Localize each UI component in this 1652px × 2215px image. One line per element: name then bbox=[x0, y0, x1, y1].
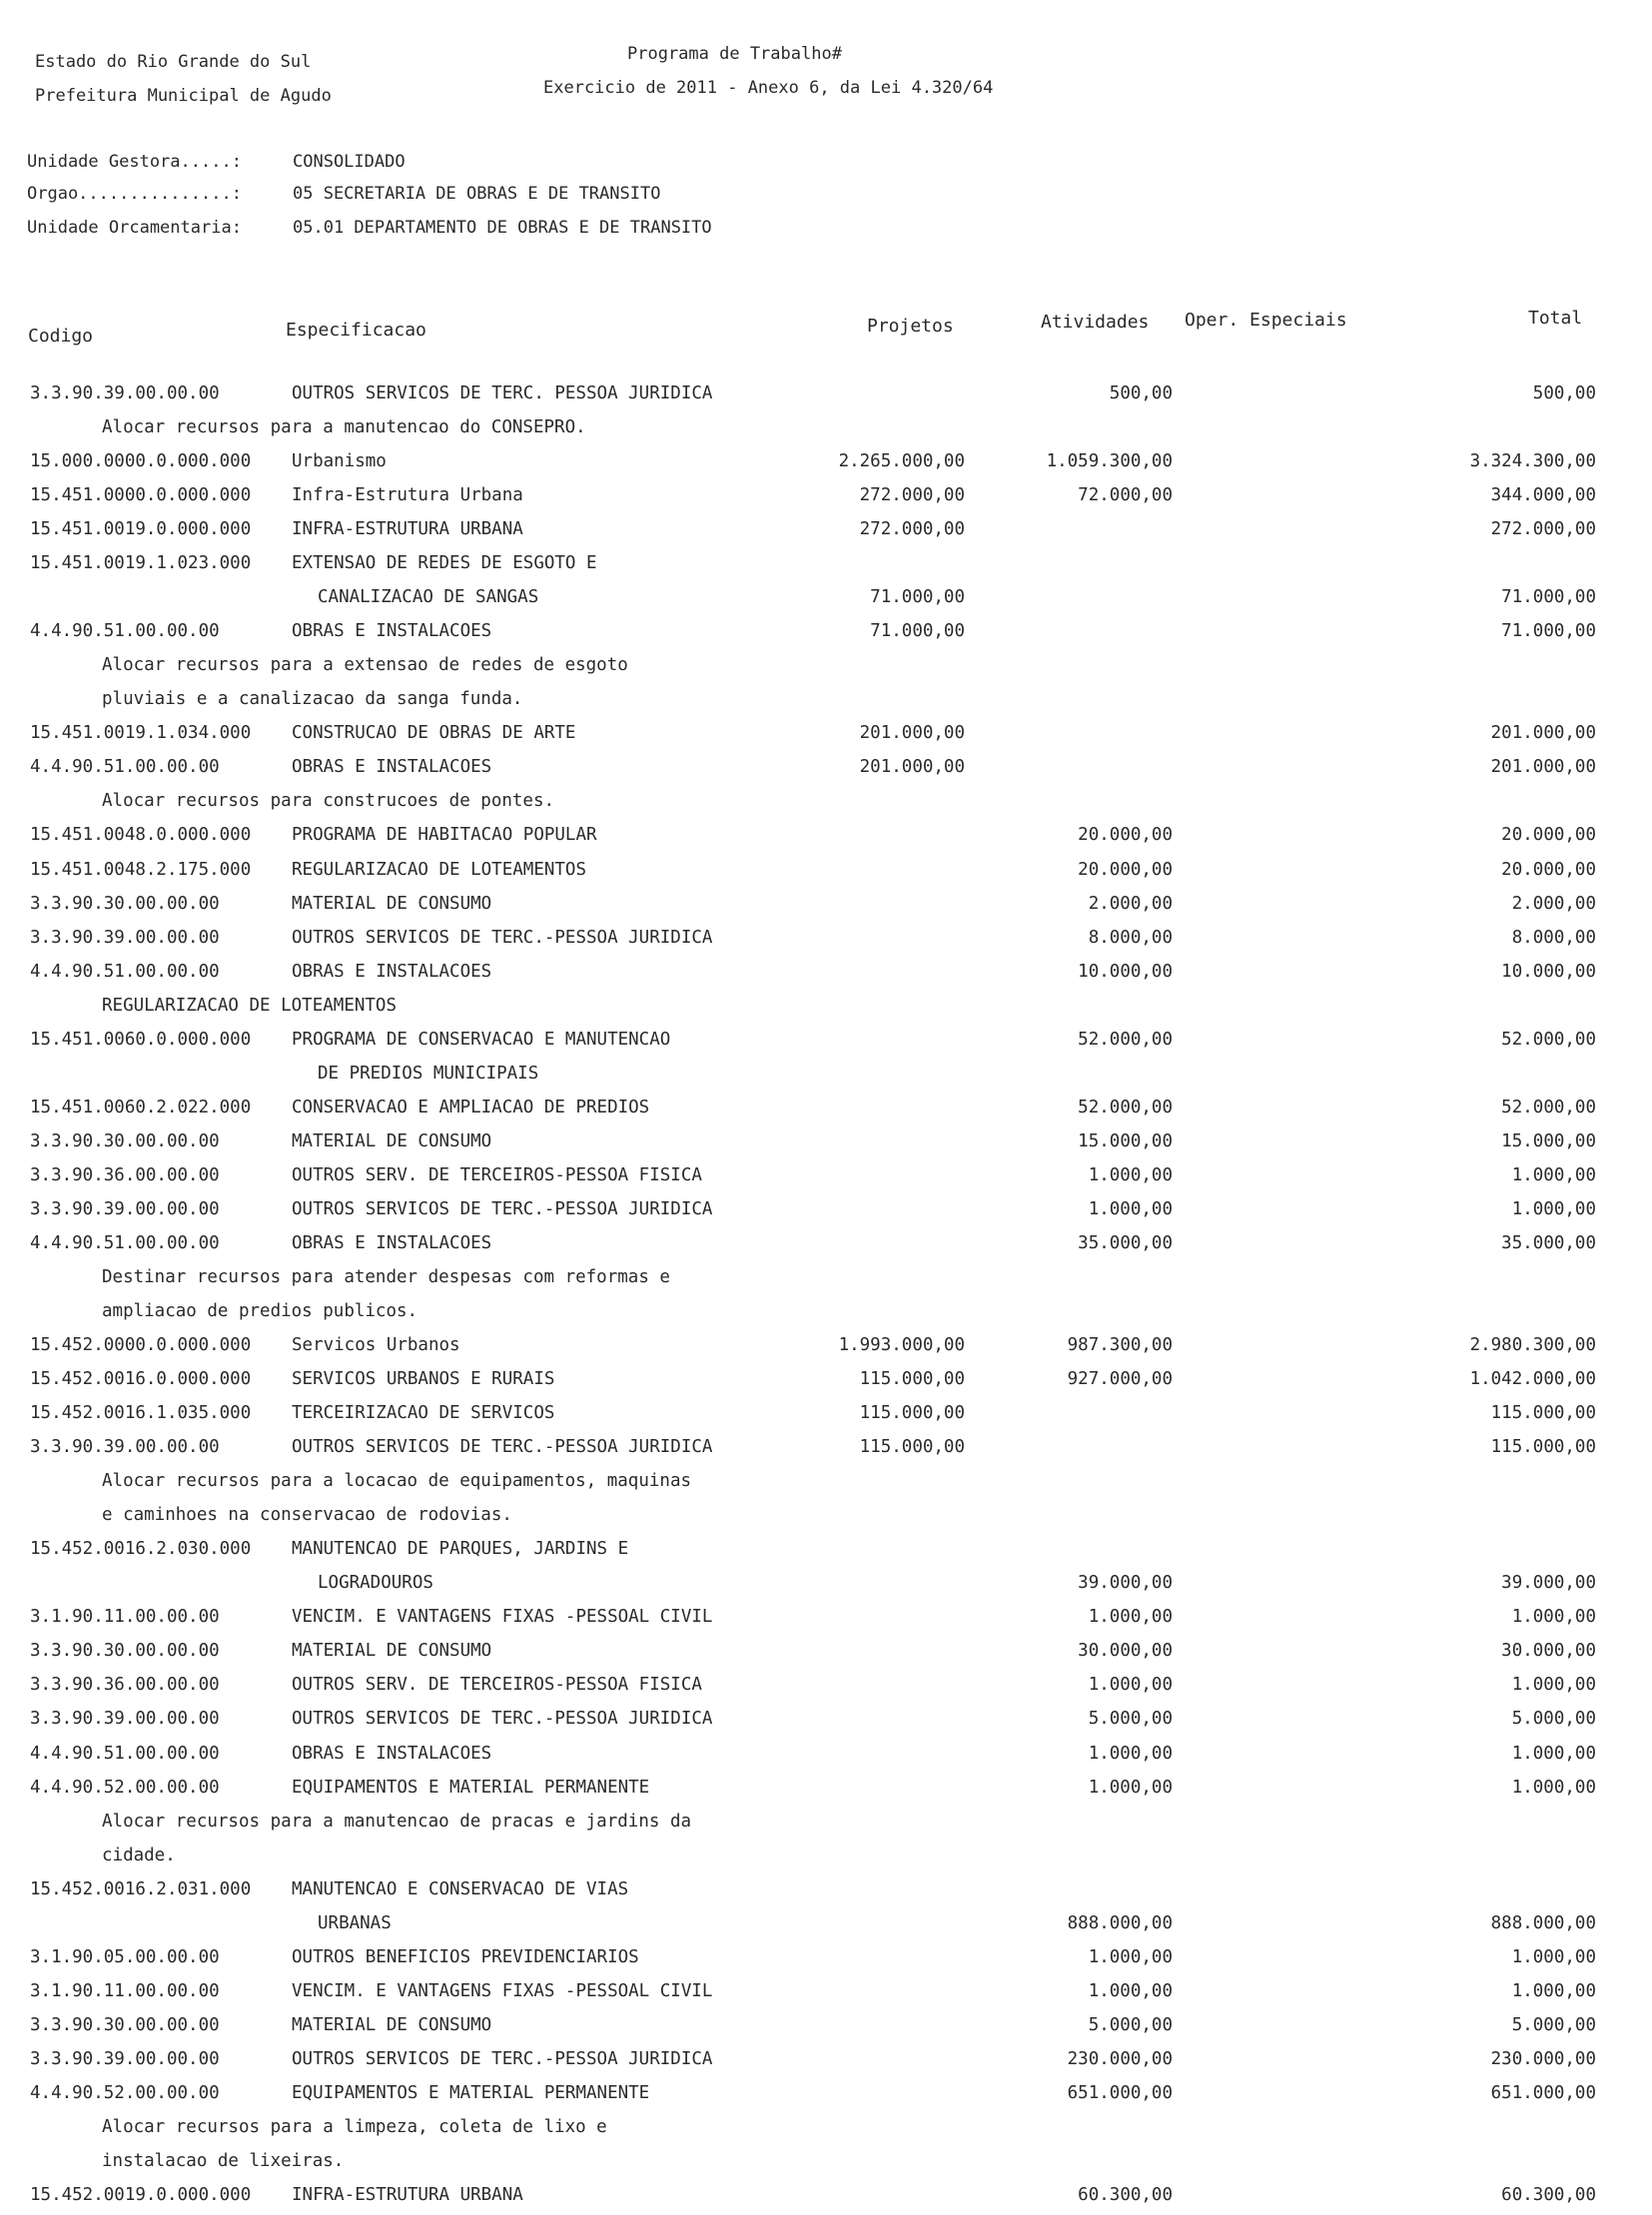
row-total: 8.000,00 bbox=[1511, 928, 1596, 948]
row-projetos: 201.000,00 bbox=[859, 723, 965, 743]
budget-row bbox=[0, 1030, 1652, 1060]
row-total: 1.000,00 bbox=[1511, 1744, 1596, 1764]
row-description: MANUTENCAO E CONSERVACAO DE VIAS bbox=[292, 1879, 629, 1899]
row-atividades: 500,00 bbox=[1109, 383, 1173, 403]
row-note: REGULARIZACAO DE LOTEAMENTOS bbox=[102, 996, 398, 1016]
note-row bbox=[0, 1505, 1652, 1535]
row-description: Servicos Urbanos bbox=[292, 1335, 460, 1355]
row-atividades: 20.000,00 bbox=[1078, 825, 1173, 845]
budget-row bbox=[0, 553, 1652, 583]
row-description: OBRAS E INSTALACOES bbox=[292, 621, 492, 641]
row-total: 201.000,00 bbox=[1490, 757, 1596, 777]
row-atividades: 2.000,00 bbox=[1088, 894, 1173, 914]
row-code: 3.3.90.39.00.00.00 bbox=[30, 383, 220, 403]
row-projetos: 115.000,00 bbox=[859, 1369, 965, 1389]
budget-row bbox=[0, 1641, 1652, 1671]
column-especificacao: Especificacao bbox=[286, 320, 426, 341]
row-total: 52.000,00 bbox=[1501, 1030, 1596, 1050]
row-total: 39.000,00 bbox=[1501, 1573, 1596, 1593]
row-description: EQUIPAMENTOS E MATERIAL PERMANENTE bbox=[292, 1778, 650, 1798]
budget-row bbox=[0, 1131, 1652, 1161]
budget-row bbox=[0, 2083, 1652, 2113]
row-description-continued: DE PREDIOS MUNICIPAIS bbox=[318, 1064, 539, 1084]
row-code: 3.3.90.30.00.00.00 bbox=[30, 1131, 220, 1151]
row-atividades: 1.059.300,00 bbox=[1046, 451, 1173, 471]
row-note: instalacao de lixeiras. bbox=[102, 2151, 345, 2171]
note-row bbox=[0, 417, 1652, 447]
row-total: 115.000,00 bbox=[1490, 1437, 1596, 1457]
budget-row bbox=[0, 1098, 1652, 1127]
budget-row bbox=[0, 1539, 1652, 1569]
row-description-continued: URBANAS bbox=[318, 1913, 392, 1933]
row-description: OUTROS SERVICOS DE TERC.-PESSOA JURIDICA bbox=[292, 1437, 713, 1457]
row-atividades: 60.300,00 bbox=[1078, 2185, 1173, 2205]
row-atividades: 987.300,00 bbox=[1067, 1335, 1173, 1355]
orgao-value: 05 SECRETARIA DE OBRAS E DE TRANSITO bbox=[293, 184, 661, 204]
row-note: cidade. bbox=[102, 1846, 176, 1865]
row-total: 1.000,00 bbox=[1511, 1947, 1596, 1967]
row-description: VENCIM. E VANTAGENS FIXAS -PESSOAL CIVIL bbox=[292, 1607, 713, 1627]
row-description: MATERIAL DE CONSUMO bbox=[292, 1641, 492, 1661]
column-projetos: Projetos bbox=[867, 316, 954, 337]
row-description: MATERIAL DE CONSUMO bbox=[292, 1131, 492, 1151]
note-row bbox=[0, 2151, 1652, 2181]
row-description: MATERIAL DE CONSUMO bbox=[292, 894, 492, 914]
budget-row bbox=[0, 1233, 1652, 1263]
budget-row bbox=[0, 928, 1652, 958]
row-code: 4.4.90.51.00.00.00 bbox=[30, 621, 220, 641]
row-total: 2.980.300,00 bbox=[1469, 1335, 1596, 1355]
row-description: PROGRAMA DE HABITACAO POPULAR bbox=[292, 825, 597, 845]
row-projetos: 115.000,00 bbox=[859, 1437, 965, 1457]
row-projetos: 272.000,00 bbox=[859, 519, 965, 539]
row-code: 15.452.0019.0.000.000 bbox=[30, 2185, 252, 2205]
row-total: 115.000,00 bbox=[1490, 1403, 1596, 1423]
row-code: 4.4.90.52.00.00.00 bbox=[30, 1778, 220, 1798]
row-description: VENCIM. E VANTAGENS FIXAS -PESSOAL CIVIL bbox=[292, 1981, 713, 2001]
row-code: 15.452.0016.2.030.000 bbox=[30, 1539, 252, 1559]
row-description: EQUIPAMENTOS E MATERIAL PERMANENTE bbox=[292, 2083, 650, 2103]
budget-row bbox=[0, 723, 1652, 753]
row-total: 1.000,00 bbox=[1511, 1607, 1596, 1627]
unidade-orcamentaria-value: 05.01 DEPARTAMENTO DE OBRAS E DE TRANSITO bbox=[293, 218, 712, 238]
row-code: 15.451.0060.2.022.000 bbox=[30, 1098, 252, 1117]
row-description: MATERIAL DE CONSUMO bbox=[292, 2015, 492, 2035]
row-atividades: 52.000,00 bbox=[1078, 1030, 1173, 1050]
row-description: CONSTRUCAO DE OBRAS DE ARTE bbox=[292, 723, 576, 743]
row-total: 1.000,00 bbox=[1511, 1778, 1596, 1798]
row-atividades: 927.000,00 bbox=[1067, 1369, 1173, 1389]
row-atividades: 20.000,00 bbox=[1078, 860, 1173, 880]
row-total: 2.000,00 bbox=[1511, 894, 1596, 914]
row-description: TERCEIRIZACAO DE SERVICOS bbox=[292, 1403, 555, 1423]
row-total: 52.000,00 bbox=[1501, 1098, 1596, 1117]
row-description: SERVICOS URBANOS E RURAIS bbox=[292, 1369, 555, 1389]
row-note: Alocar recursos para a manutencao de pracas e jardins da bbox=[102, 1812, 692, 1832]
row-projetos: 272.000,00 bbox=[859, 485, 965, 505]
row-total: 1.042.000,00 bbox=[1469, 1369, 1596, 1389]
row-code: 3.3.90.39.00.00.00 bbox=[30, 1709, 220, 1729]
row-atividades: 1.000,00 bbox=[1088, 1165, 1173, 1185]
row-atividades: 1.000,00 bbox=[1088, 1981, 1173, 2001]
row-code: 4.4.90.51.00.00.00 bbox=[30, 1744, 220, 1764]
column-codigo: Codigo bbox=[28, 326, 94, 347]
row-code: 15.452.0000.0.000.000 bbox=[30, 1335, 252, 1355]
row-description-continued: CANALIZACAO DE SANGAS bbox=[318, 587, 539, 607]
note-row bbox=[0, 996, 1652, 1026]
row-total: 20.000,00 bbox=[1501, 825, 1596, 845]
row-description: OUTROS SERVICOS DE TERC. PESSOA JURIDICA bbox=[292, 383, 713, 403]
row-code: 15.452.0016.0.000.000 bbox=[30, 1369, 252, 1389]
note-row bbox=[0, 1471, 1652, 1501]
budget-row bbox=[0, 1165, 1652, 1195]
row-description: OUTROS SERV. DE TERCEIROS-PESSOA FISICA bbox=[292, 1165, 702, 1185]
exercise-title: Exercicio de 2011 - Anexo 6, da Lei 4.320/64 bbox=[543, 78, 994, 98]
budget-row bbox=[0, 1981, 1652, 2011]
row-total: 201.000,00 bbox=[1490, 723, 1596, 743]
budget-row bbox=[0, 1369, 1652, 1399]
note-row bbox=[0, 1846, 1652, 1875]
column-total: Total bbox=[1528, 308, 1583, 329]
note-row bbox=[0, 1267, 1652, 1297]
row-description: OUTROS SERVICOS DE TERC.-PESSOA JURIDICA bbox=[292, 1199, 713, 1219]
row-description: OBRAS E INSTALACOES bbox=[292, 1744, 492, 1764]
row-code: 15.451.0019.1.034.000 bbox=[30, 723, 252, 743]
column-atividades: Atividades bbox=[1041, 312, 1150, 333]
budget-row bbox=[0, 451, 1652, 481]
row-code: 15.000.0000.0.000.000 bbox=[30, 451, 252, 471]
row-code: 4.4.90.51.00.00.00 bbox=[30, 757, 220, 777]
note-row bbox=[0, 791, 1652, 821]
budget-row bbox=[0, 1573, 1652, 1603]
row-code: 3.3.90.39.00.00.00 bbox=[30, 928, 220, 948]
row-total: 5.000,00 bbox=[1511, 1709, 1596, 1729]
row-description: OBRAS E INSTALACOES bbox=[292, 757, 492, 777]
row-description: Urbanismo bbox=[292, 451, 387, 471]
row-code: 3.3.90.36.00.00.00 bbox=[30, 1675, 220, 1695]
row-atividades: 35.000,00 bbox=[1078, 1233, 1173, 1253]
budget-row bbox=[0, 1879, 1652, 1909]
row-total: 3.324.300,00 bbox=[1469, 451, 1596, 471]
row-code: 15.451.0019.0.000.000 bbox=[30, 519, 252, 539]
row-code: 3.3.90.30.00.00.00 bbox=[30, 1641, 220, 1661]
row-atividades: 30.000,00 bbox=[1078, 1641, 1173, 1661]
row-description: EXTENSAO DE REDES DE ESGOTO E bbox=[292, 553, 597, 573]
row-projetos: 201.000,00 bbox=[859, 757, 965, 777]
row-atividades: 52.000,00 bbox=[1078, 1098, 1173, 1117]
row-atividades: 5.000,00 bbox=[1088, 2015, 1173, 2035]
row-atividades: 888.000,00 bbox=[1067, 1913, 1173, 1933]
row-description: REGULARIZACAO DE LOTEAMENTOS bbox=[292, 860, 587, 880]
row-code: 3.3.90.36.00.00.00 bbox=[30, 1165, 220, 1185]
row-note: Alocar recursos para construcoes de pontes. bbox=[102, 791, 555, 811]
row-atividades: 1.000,00 bbox=[1088, 1675, 1173, 1695]
row-description: CONSERVACAO E AMPLIACAO DE PREDIOS bbox=[292, 1098, 650, 1117]
budget-row bbox=[0, 2049, 1652, 2079]
unit-gestora-value: CONSOLIDADO bbox=[293, 152, 406, 172]
row-projetos: 71.000,00 bbox=[870, 621, 965, 641]
row-atividades: 8.000,00 bbox=[1088, 928, 1173, 948]
budget-row bbox=[0, 1064, 1652, 1094]
row-atividades: 1.000,00 bbox=[1088, 1778, 1173, 1798]
budget-row bbox=[0, 860, 1652, 890]
budget-row bbox=[0, 485, 1652, 515]
row-code: 4.4.90.51.00.00.00 bbox=[30, 962, 220, 982]
budget-row bbox=[0, 1335, 1652, 1365]
row-code: 3.1.90.11.00.00.00 bbox=[30, 1981, 220, 2001]
budget-row bbox=[0, 1947, 1652, 1977]
row-total: 71.000,00 bbox=[1501, 621, 1596, 641]
row-code: 3.3.90.30.00.00.00 bbox=[30, 2015, 220, 2035]
row-total: 1.000,00 bbox=[1511, 1675, 1596, 1695]
budget-row bbox=[0, 1199, 1652, 1229]
row-code: 3.1.90.11.00.00.00 bbox=[30, 1607, 220, 1627]
row-description: OUTROS SERVICOS DE TERC.-PESSOA JURIDICA bbox=[292, 928, 713, 948]
row-total: 20.000,00 bbox=[1501, 860, 1596, 880]
row-atividades: 15.000,00 bbox=[1078, 1131, 1173, 1151]
row-code: 3.3.90.30.00.00.00 bbox=[30, 894, 220, 914]
budget-row bbox=[0, 2015, 1652, 2045]
row-total: 500,00 bbox=[1532, 383, 1596, 403]
row-note: ampliacao de predios publicos. bbox=[102, 1301, 418, 1321]
row-total: 1.000,00 bbox=[1511, 1199, 1596, 1219]
note-row bbox=[0, 2117, 1652, 2147]
column-oper-especiais: Oper. Especiais bbox=[1185, 310, 1347, 331]
municipality-name: Prefeitura Municipal de Agudo bbox=[35, 86, 332, 106]
unidade-orcamentaria-label: Unidade Orcamentaria: bbox=[27, 218, 242, 238]
row-code: 3.3.90.39.00.00.00 bbox=[30, 2049, 220, 2069]
row-atividades: 1.000,00 bbox=[1088, 1607, 1173, 1627]
row-note: Destinar recursos para atender despesas com reformas e bbox=[102, 1267, 670, 1287]
row-code: 3.3.90.39.00.00.00 bbox=[30, 1437, 220, 1457]
row-note: Alocar recursos para a locacao de equipamentos, maquinas bbox=[102, 1471, 692, 1491]
row-code: 15.451.0019.1.023.000 bbox=[30, 553, 252, 573]
budget-row bbox=[0, 1744, 1652, 1774]
program-title: Programa de Trabalho# bbox=[627, 44, 842, 64]
row-note: e caminhoes na conservacao de rodovias. bbox=[102, 1505, 512, 1525]
note-row bbox=[0, 689, 1652, 719]
row-total: 60.300,00 bbox=[1501, 2185, 1596, 2205]
row-description: PROGRAMA DE CONSERVACAO E MANUTENCAO bbox=[292, 1030, 671, 1050]
state-name: Estado do Rio Grande do Sul bbox=[35, 52, 312, 72]
row-description: Infra-Estrutura Urbana bbox=[292, 485, 523, 505]
row-total: 344.000,00 bbox=[1490, 485, 1596, 505]
budget-row bbox=[0, 2185, 1652, 2215]
row-atividades: 39.000,00 bbox=[1078, 1573, 1173, 1593]
row-total: 651.000,00 bbox=[1490, 2083, 1596, 2103]
budget-row bbox=[0, 1913, 1652, 1943]
row-code: 15.452.0016.1.035.000 bbox=[30, 1403, 252, 1423]
row-projetos: 115.000,00 bbox=[859, 1403, 965, 1423]
row-description: INFRA-ESTRUTURA URBANA bbox=[292, 2185, 523, 2205]
row-description: MANUTENCAO DE PARQUES, JARDINS E bbox=[292, 1539, 629, 1559]
row-description: OBRAS E INSTALACOES bbox=[292, 962, 492, 982]
budget-row bbox=[0, 519, 1652, 549]
note-row bbox=[0, 1301, 1652, 1331]
row-atividades: 230.000,00 bbox=[1067, 2049, 1173, 2069]
row-total: 1.000,00 bbox=[1511, 1981, 1596, 2001]
budget-row bbox=[0, 383, 1652, 413]
row-total: 272.000,00 bbox=[1490, 519, 1596, 539]
row-code: 3.3.90.39.00.00.00 bbox=[30, 1199, 220, 1219]
budget-row bbox=[0, 825, 1652, 855]
row-description: OUTROS SERV. DE TERCEIROS-PESSOA FISICA bbox=[292, 1675, 702, 1695]
row-total: 10.000,00 bbox=[1501, 962, 1596, 982]
row-atividades: 10.000,00 bbox=[1078, 962, 1173, 982]
budget-row bbox=[0, 1709, 1652, 1739]
row-code: 4.4.90.52.00.00.00 bbox=[30, 2083, 220, 2103]
row-description: OUTROS BENEFICIOS PREVIDENCIARIOS bbox=[292, 1947, 639, 1967]
row-description: OUTROS SERVICOS DE TERC.-PESSOA JURIDICA bbox=[292, 2049, 713, 2069]
budget-row bbox=[0, 1675, 1652, 1705]
row-note: Alocar recursos para a extensao de redes de esgoto bbox=[102, 655, 628, 675]
row-atividades: 651.000,00 bbox=[1067, 2083, 1173, 2103]
row-description: OBRAS E INSTALACOES bbox=[292, 1233, 492, 1253]
row-total: 1.000,00 bbox=[1511, 1165, 1596, 1185]
row-total: 5.000,00 bbox=[1511, 2015, 1596, 2035]
row-total: 888.000,00 bbox=[1490, 1913, 1596, 1933]
row-note: pluviais e a canalizacao da sanga funda. bbox=[102, 689, 523, 709]
row-code: 15.451.0000.0.000.000 bbox=[30, 485, 252, 505]
row-atividades: 1.000,00 bbox=[1088, 1199, 1173, 1219]
row-code: 15.451.0060.0.000.000 bbox=[30, 1030, 252, 1050]
row-description: OUTROS SERVICOS DE TERC.-PESSOA JURIDICA bbox=[292, 1709, 713, 1729]
row-total: 230.000,00 bbox=[1490, 2049, 1596, 2069]
row-note: Alocar recursos para a limpeza, coleta de lixo e bbox=[102, 2117, 607, 2137]
row-total: 30.000,00 bbox=[1501, 1641, 1596, 1661]
budget-row bbox=[0, 1403, 1652, 1433]
note-row bbox=[0, 655, 1652, 685]
budget-row bbox=[0, 894, 1652, 924]
row-description: INFRA-ESTRUTURA URBANA bbox=[292, 519, 523, 539]
row-code: 3.1.90.05.00.00.00 bbox=[30, 1947, 220, 1967]
orgao-label: Orgao...............: bbox=[27, 184, 242, 204]
row-code: 15.452.0016.2.031.000 bbox=[30, 1879, 252, 1899]
row-total: 35.000,00 bbox=[1501, 1233, 1596, 1253]
budget-row bbox=[0, 1437, 1652, 1467]
row-projetos: 1.993.000,00 bbox=[838, 1335, 965, 1355]
row-note: Alocar recursos para a manutencao do CONSEPRO. bbox=[102, 417, 586, 437]
budget-row bbox=[0, 621, 1652, 651]
row-projetos: 2.265.000,00 bbox=[838, 451, 965, 471]
row-code: 15.451.0048.0.000.000 bbox=[30, 825, 252, 845]
budget-row bbox=[0, 587, 1652, 617]
budget-row bbox=[0, 1778, 1652, 1808]
row-description-continued: LOGRADOUROS bbox=[318, 1573, 433, 1593]
row-code: 4.4.90.51.00.00.00 bbox=[30, 1233, 220, 1253]
budget-row bbox=[0, 757, 1652, 787]
row-atividades: 1.000,00 bbox=[1088, 1744, 1173, 1764]
budget-row bbox=[0, 1607, 1652, 1637]
row-atividades: 1.000,00 bbox=[1088, 1947, 1173, 1967]
budget-row bbox=[0, 962, 1652, 992]
note-row bbox=[0, 1812, 1652, 1842]
row-atividades: 5.000,00 bbox=[1088, 1709, 1173, 1729]
row-projetos: 71.000,00 bbox=[870, 587, 965, 607]
row-code: 15.451.0048.2.175.000 bbox=[30, 860, 252, 880]
row-total: 71.000,00 bbox=[1501, 587, 1596, 607]
unit-gestora-label: Unidade Gestora.....: bbox=[27, 152, 242, 172]
row-total: 15.000,00 bbox=[1501, 1131, 1596, 1151]
row-atividades: 72.000,00 bbox=[1078, 485, 1173, 505]
